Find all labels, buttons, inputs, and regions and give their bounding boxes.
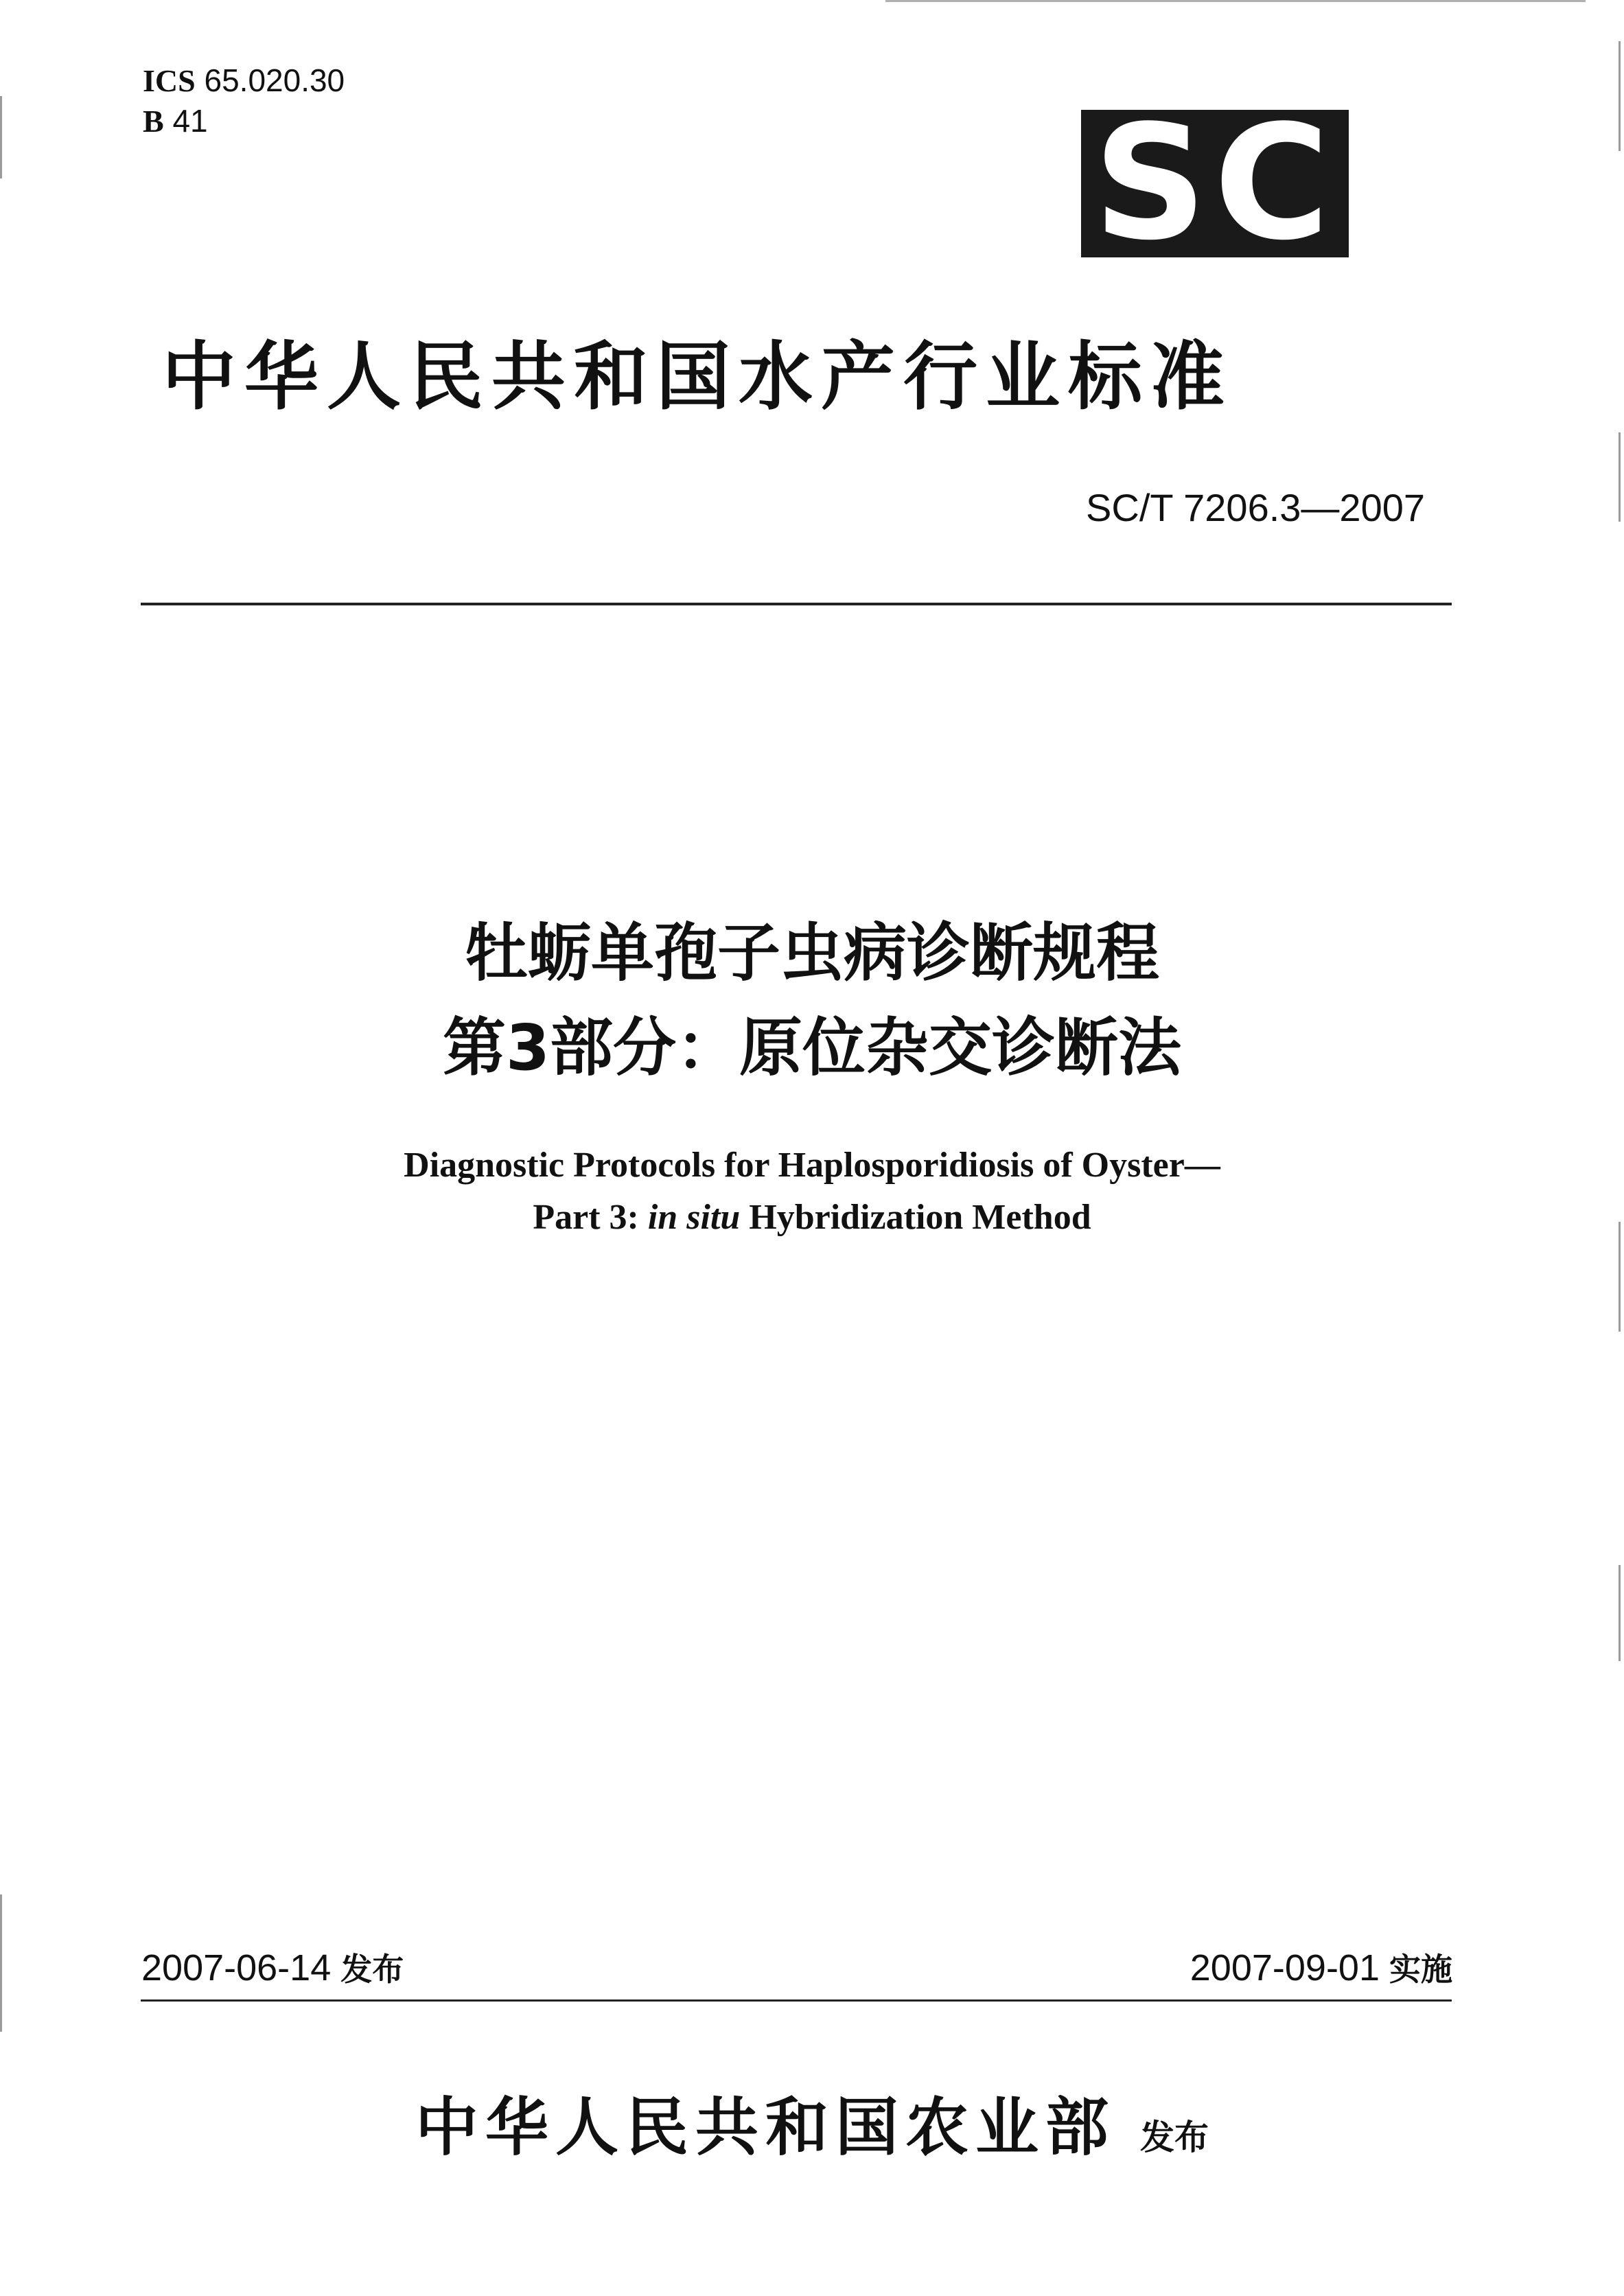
- chinese-title-line-1: 牡蛎单孢子虫病诊断规程: [464, 916, 1159, 990]
- publisher-org: 中华人民共和国农业部: [415, 2091, 1115, 2164]
- english-title-line-2: [0, 1192, 1624, 1244]
- sc-logo: [1081, 110, 1349, 257]
- chinese-title-line-2: 第3部分：原位杂交诊断法: [442, 1011, 1181, 1085]
- chinese-title: [0, 906, 1624, 1095]
- classification-codes: [143, 60, 345, 141]
- issue-date-block: [141, 1944, 404, 1993]
- english-title: [0, 1139, 1624, 1244]
- english-title-method: Hybridization Method: [749, 1198, 1091, 1237]
- ccs-code: 41: [172, 103, 208, 139]
- publisher-action: 发布: [1140, 2118, 1209, 2157]
- scan-edge-top: [885, 0, 1586, 2]
- standard-number: SC/T 7206.3—2007: [1086, 486, 1425, 529]
- ics-label: ICS: [143, 63, 196, 98]
- scan-edge-left: [0, 1894, 2, 2032]
- publisher-block: [0, 2087, 1624, 2169]
- scan-edge-right: [1619, 432, 1621, 522]
- scan-edge-right: [1619, 41, 1621, 151]
- implement-date-block: [1190, 1944, 1452, 1993]
- standard-category-title: 中华人民共和国水产行业标准: [162, 334, 1233, 420]
- ccs-label: B: [143, 104, 164, 139]
- sc-logo-text: SC: [1093, 110, 1337, 257]
- issue-date: 2007-06-14: [141, 1947, 332, 1988]
- issue-label: 发布: [340, 1951, 404, 1988]
- header-divider: [141, 603, 1452, 605]
- implement-date: 2007-09-01: [1190, 1947, 1380, 1988]
- scan-edge-right: [1619, 1565, 1621, 1661]
- footer-divider: [141, 1999, 1452, 2002]
- english-title-line-1: Diagnostic Protocols for Haplosporidiosis of Oyster—: [404, 1146, 1220, 1185]
- scan-edge-left: [0, 96, 2, 178]
- ics-code: 65.020.30: [204, 62, 345, 98]
- english-title-italic: in situ: [647, 1198, 741, 1237]
- implement-label: 实施: [1389, 1951, 1452, 1988]
- english-title-part: Part 3:: [533, 1198, 639, 1237]
